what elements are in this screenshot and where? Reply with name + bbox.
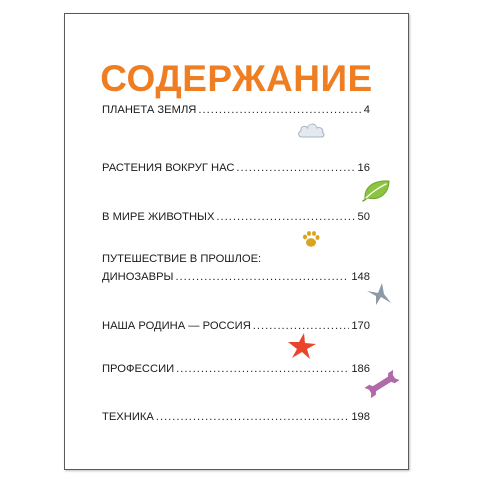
toc-entry-page: 50	[357, 211, 370, 223]
toc-entry-label: ПРОФЕССИИ	[102, 363, 175, 375]
star-icon	[287, 332, 317, 360]
toc-entry-russia	[102, 319, 370, 333]
leader-dots	[236, 161, 355, 175]
leaf-icon	[362, 178, 392, 202]
toc-entry-past: ПУТЕШЕСТВИЕ В ПРОШЛОЕ:	[102, 253, 262, 265]
cloud-icon	[297, 121, 325, 139]
toc-entry-label: ТЕХНИКА	[102, 411, 154, 423]
bird-icon	[366, 282, 392, 306]
leader-dots	[198, 103, 361, 117]
toc-entry-technics	[102, 410, 370, 424]
leader-dots	[253, 319, 350, 333]
wrench-icon	[365, 369, 399, 399]
leader-dots	[216, 210, 355, 224]
toc-entry-plants	[102, 161, 370, 175]
toc-entry-label: ПЛАНЕТА ЗЕМЛЯ	[102, 104, 197, 116]
toc-entry-label: РАСТЕНИЯ ВОКРУГ НАС	[102, 162, 235, 174]
toc-entry-label: НАША РОДИНА — РОССИЯ	[102, 320, 251, 332]
toc-entry-animals	[102, 210, 370, 224]
leader-dots	[175, 270, 349, 284]
toc-entry-page: 186	[351, 363, 370, 375]
toc-entry-page: 4	[363, 104, 370, 116]
toc-entry-label: ДИНОЗАВРЫ	[102, 271, 174, 283]
leader-dots	[176, 362, 349, 376]
toc-entry-planet	[102, 103, 370, 117]
toc-entry-page: 16	[357, 162, 370, 174]
toc-entry-page: 148	[351, 271, 370, 283]
toc-entry-dinosaurs	[102, 270, 370, 284]
toc-entry-page: 198	[351, 411, 370, 423]
leader-dots	[156, 410, 349, 424]
toc-entry-label: В МИРЕ ЖИВОТНЫХ	[102, 211, 215, 223]
toc-entry-page: 170	[351, 320, 370, 332]
paw-icon	[301, 229, 321, 249]
page-title: СОДЕРЖАНИЕ	[100, 58, 373, 99]
toc-page	[64, 13, 409, 470]
toc-entry-professions	[102, 362, 370, 376]
